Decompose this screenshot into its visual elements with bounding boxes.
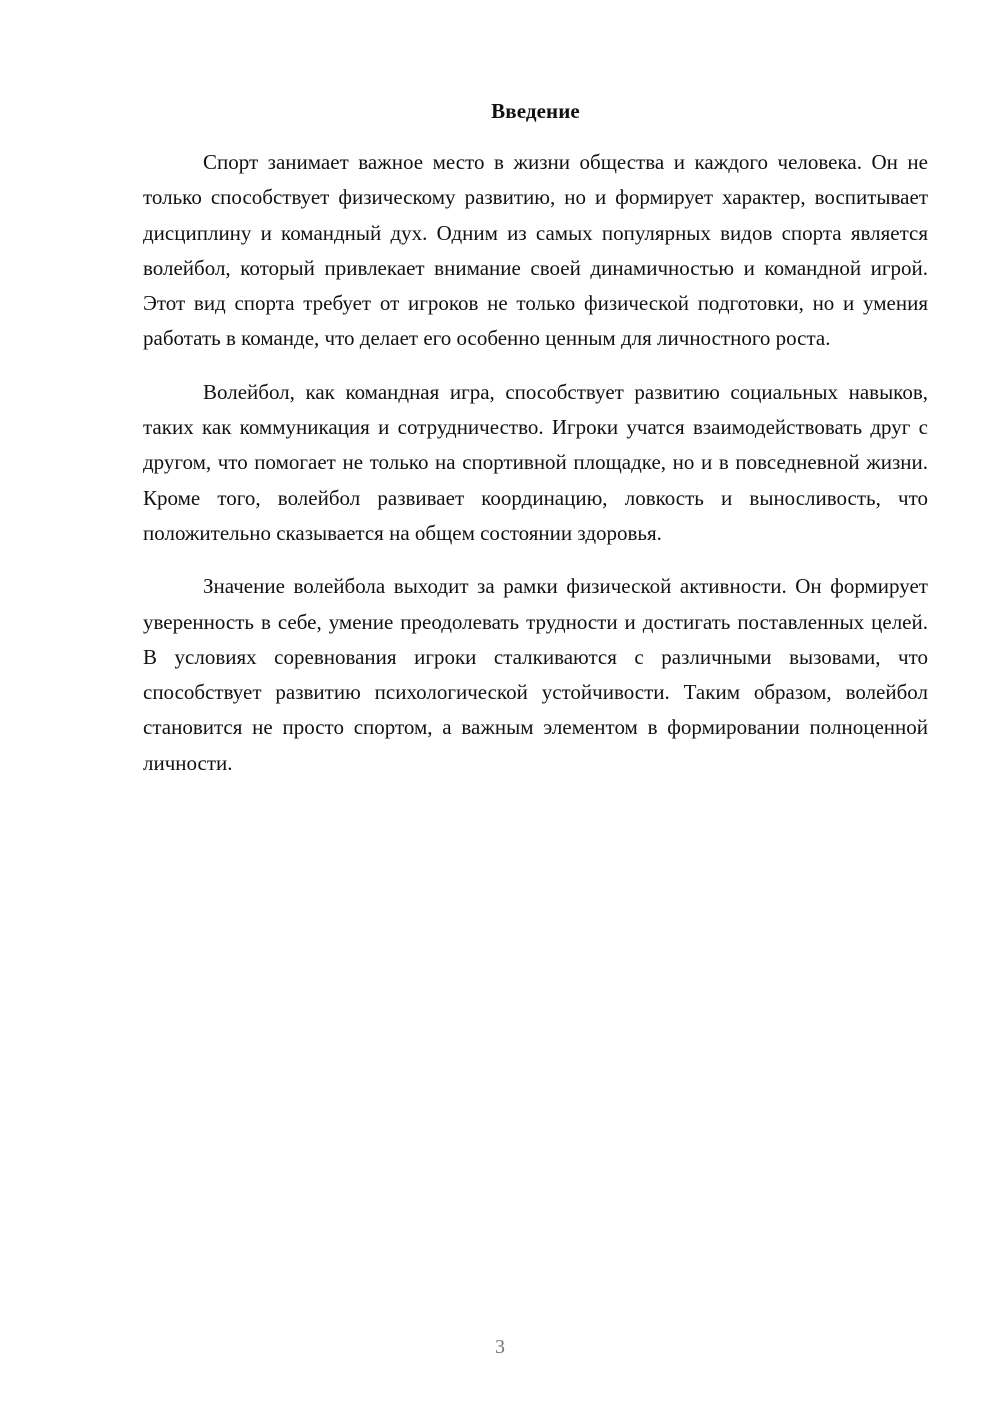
- intro-paragraph-3: Значение волейбола выходит за рамки физической активности. Он формирует уверенность в себе, умение преодолевать трудности и достигать поставленных целей. В условиях соревнования игроки сталкиваются с различными вызовами, что способствует развитию психологической устойчивости. Таким образом, волейбол становится не просто спортом, а важным элементом в формировании полноценной личности.: [143, 574, 928, 775]
- section-title: Введение: [491, 99, 580, 123]
- page-content: [143, 96, 928, 781]
- intro-paragraph-2: Волейбол, как командная игра, способствует развитию социальных навыков, таких как коммуникация и сотрудничество. Игроки учатся взаимодействовать друг с другом, что помогает не только на спортивной площадке, но и в повседневной жизни. Кроме того, волейбол развивает координацию, ловкость и выносливость, что положительно сказывается на общем состоянии здоровья.: [143, 379, 928, 545]
- intro-paragraph-1: Спорт занимает важное место в жизни общества и каждого человека. Он не только способствует физическому развитию, но и формирует характер, воспитывает дисциплину и командный дух. Одним из самых популярных видов спорта является волейбол, который привлекает внимание своей динамичностью и командной игрой. Этот вид спорта требует от игроков не только физической подготовки, но и умения работать в команде, что делает его особенно ценным для личностного роста.: [143, 150, 928, 351]
- page-number: 3: [495, 1336, 505, 1358]
